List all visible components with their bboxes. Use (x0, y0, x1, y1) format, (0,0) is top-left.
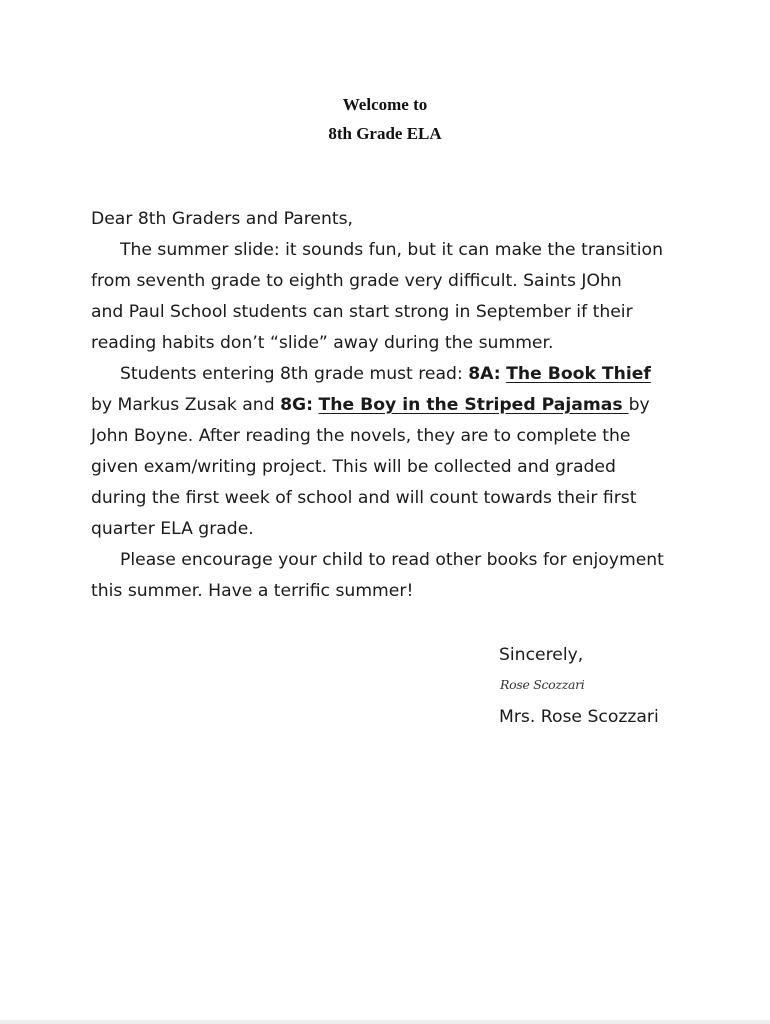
paragraph-2-line-1 (91, 359, 691, 390)
paragraph-2-line-3: John Boyne. After reading the novels, they are to complete the (91, 426, 631, 446)
class-code-8g: 8G: (280, 395, 314, 415)
page-bottom-edge (0, 1020, 770, 1024)
page-title-line-2: 8th Grade ELA (328, 124, 442, 143)
paragraph-2-line-5: during the first week of school and will count towards their first (91, 488, 637, 508)
book-title-striped-pajamas: The Boy in the Striped Pajamas (318, 395, 629, 415)
by-text: by (628, 395, 650, 415)
paragraph-2-line-4: given exam/writing project. This will be collected and graded (91, 457, 616, 477)
letter-body (91, 235, 691, 607)
signer-name: Mrs. Rose Scozzari (499, 707, 659, 727)
book-title-the-book-thief: The Book Thief (506, 364, 651, 384)
paragraph-2-line-2 (91, 390, 691, 421)
page-title-line-1: Welcome to (342, 95, 428, 114)
paragraph-1-line-4: reading habits don’t “slide” away during the summer. (91, 333, 554, 353)
paragraph-3-line-1: Please encourage your child to read other books for enjoyment (120, 550, 664, 570)
author-zusak-text: by Markus Zusak and (91, 395, 281, 415)
reading-intro: Students entering 8th grade must read: (120, 364, 469, 384)
paragraph-3-line-2: this summer. Have a terrific summer! (91, 581, 414, 601)
greeting: Dear 8th Graders and Parents, (91, 209, 354, 229)
handwritten-signature: Rose Scozzari (500, 677, 585, 692)
paragraph-1-line-2: from seventh grade to eighth grade very difficult. Saints JOhn (91, 271, 622, 291)
class-code-8a: 8A: (468, 364, 501, 384)
paragraph-2-line-6: quarter ELA grade. (91, 519, 254, 539)
paragraph-1-line-1: The summer slide: it sounds fun, but it can make the transition (120, 240, 663, 260)
closing: Sincerely, (499, 645, 584, 665)
paragraph-1-line-3: and Paul School students can start strong in September if their (91, 302, 633, 322)
